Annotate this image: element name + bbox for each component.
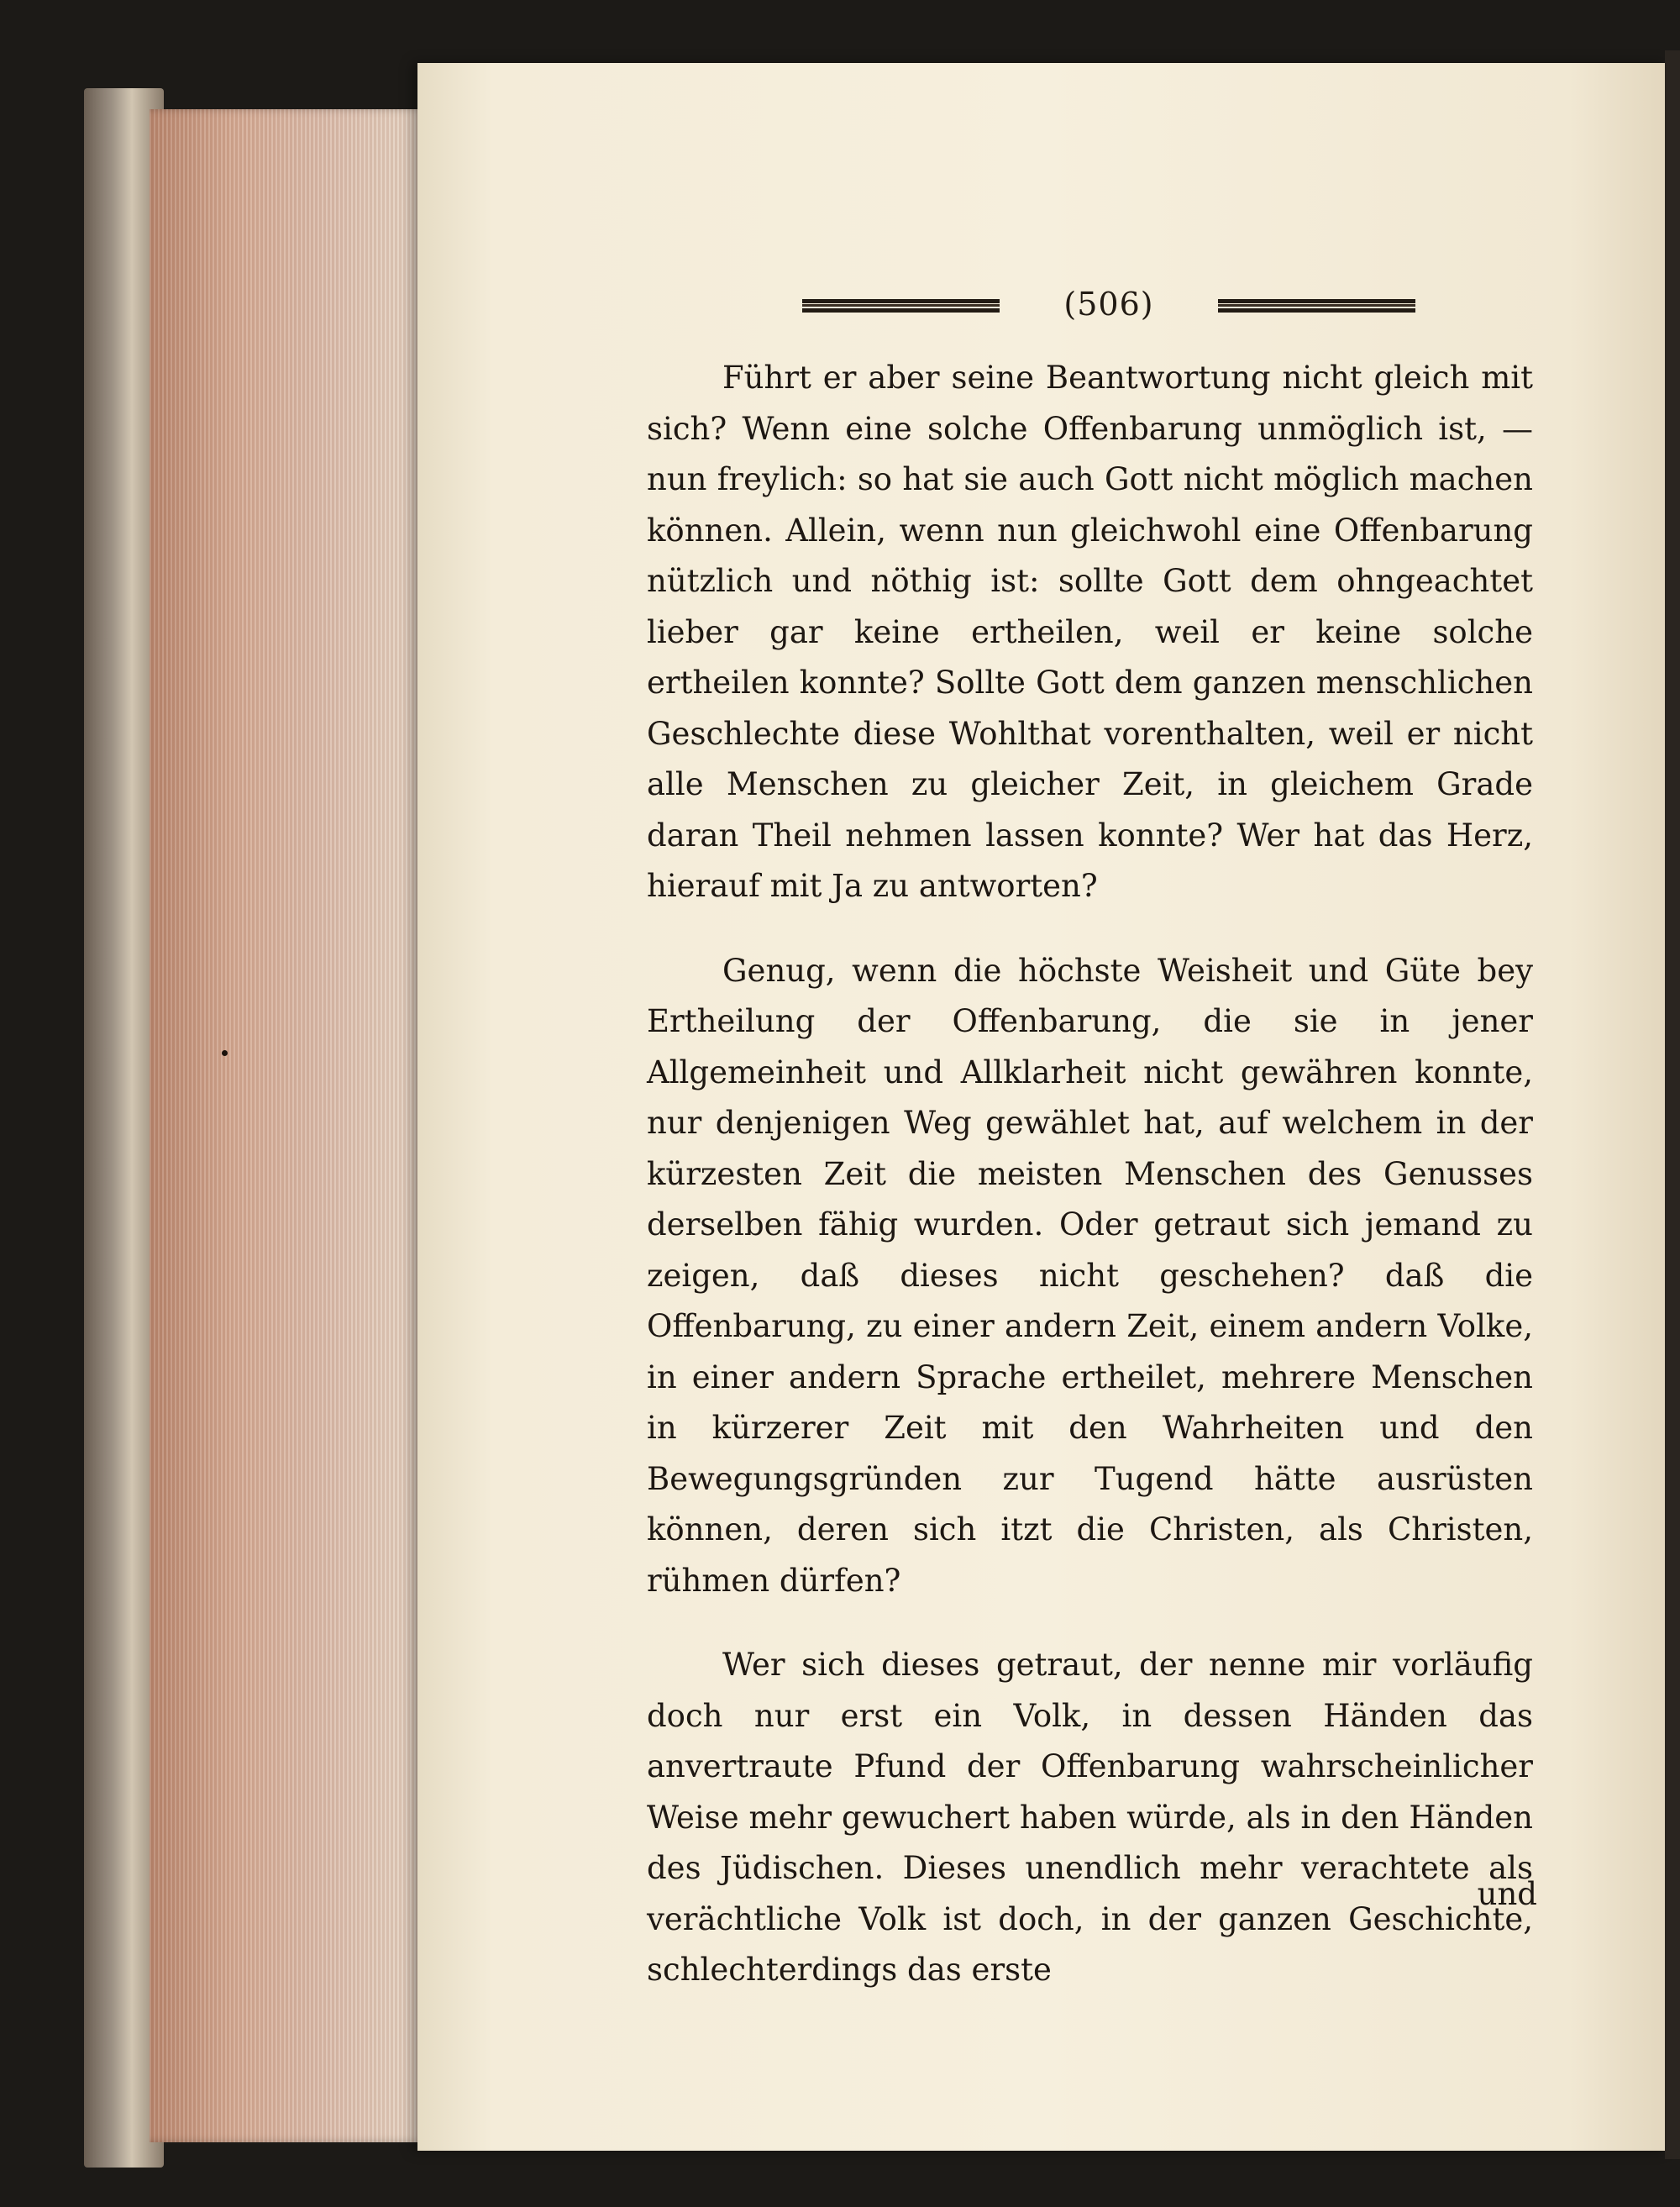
paragraph-3: Wer sich dieses getraut, der nenne mir vorläufig doch nur erst ein Volk, in dessen Händen das anvertraute Pfund der Offenbarung wahrscheinlicher Weise mehr gewuchert haben würde, als in den Händen des Jüdischen. Dieses unendlich mehr verachtete als verächtliche Volk ist doch, in der ganzen Geschichte, schlechterdings das erste xyxy=(647,1647,1533,1988)
page-stack-edges xyxy=(150,109,427,2142)
page-number: (506) xyxy=(1063,286,1154,323)
catchword: und xyxy=(1477,1876,1537,1912)
right-ornamental-rule xyxy=(1218,299,1415,313)
running-head xyxy=(802,286,1415,328)
text-block xyxy=(647,353,1533,1996)
paragraph-1: Führt er aber seine Beantwortung nicht gleich mit sich? Wenn eine solche Offenbarung unmöglich ist, — nun freylich: so hat sie auch Gott nicht möglich machen können. Allein, wenn nun gleichwohl eine Offenbarung nützlich und nöthig ist: sollte Gott dem ohngeachtet lieber gar keine ertheilen, weil er keine solche ertheilen konnte? Sollte Gott dem ganzen menschlichen Geschlechte diese Wohlthat vorenthalten, weil er nicht alle Menschen zu gleicher Zeit, in gleichem Grade daran Theil nehmen lassen konnte? Wer hat das Herz, hierauf mit Ja zu antworten? xyxy=(647,360,1533,904)
paragraph-2: Genug, wenn die höchste Weisheit und Güte bey Ertheilung der Offenbarung, die sie in jener Allgemeinheit und Allklarheit nicht gewähren konnte, nur denjenigen Weg gewählet hat, auf welchem in der kürzesten Zeit die meisten Menschen des Genusses derselben fähig wurden. Oder getraut sich jemand zu zeigen, daß dieses nicht geschehen? daß die Offenbarung, zu einer andern Zeit, einem andern Volke, in einer andern Sprache ertheilet, mehrere Menschen in kürzerer Zeit mit den Wahrheiten und den Bewegungsgründen zur Tugend hätte ausrüsten können, deren sich itzt die Christen, als Christen, rühmen dürfen? xyxy=(647,952,1533,1599)
ink-speck xyxy=(222,1050,228,1056)
right-binding-shadow xyxy=(1665,50,1680,2159)
